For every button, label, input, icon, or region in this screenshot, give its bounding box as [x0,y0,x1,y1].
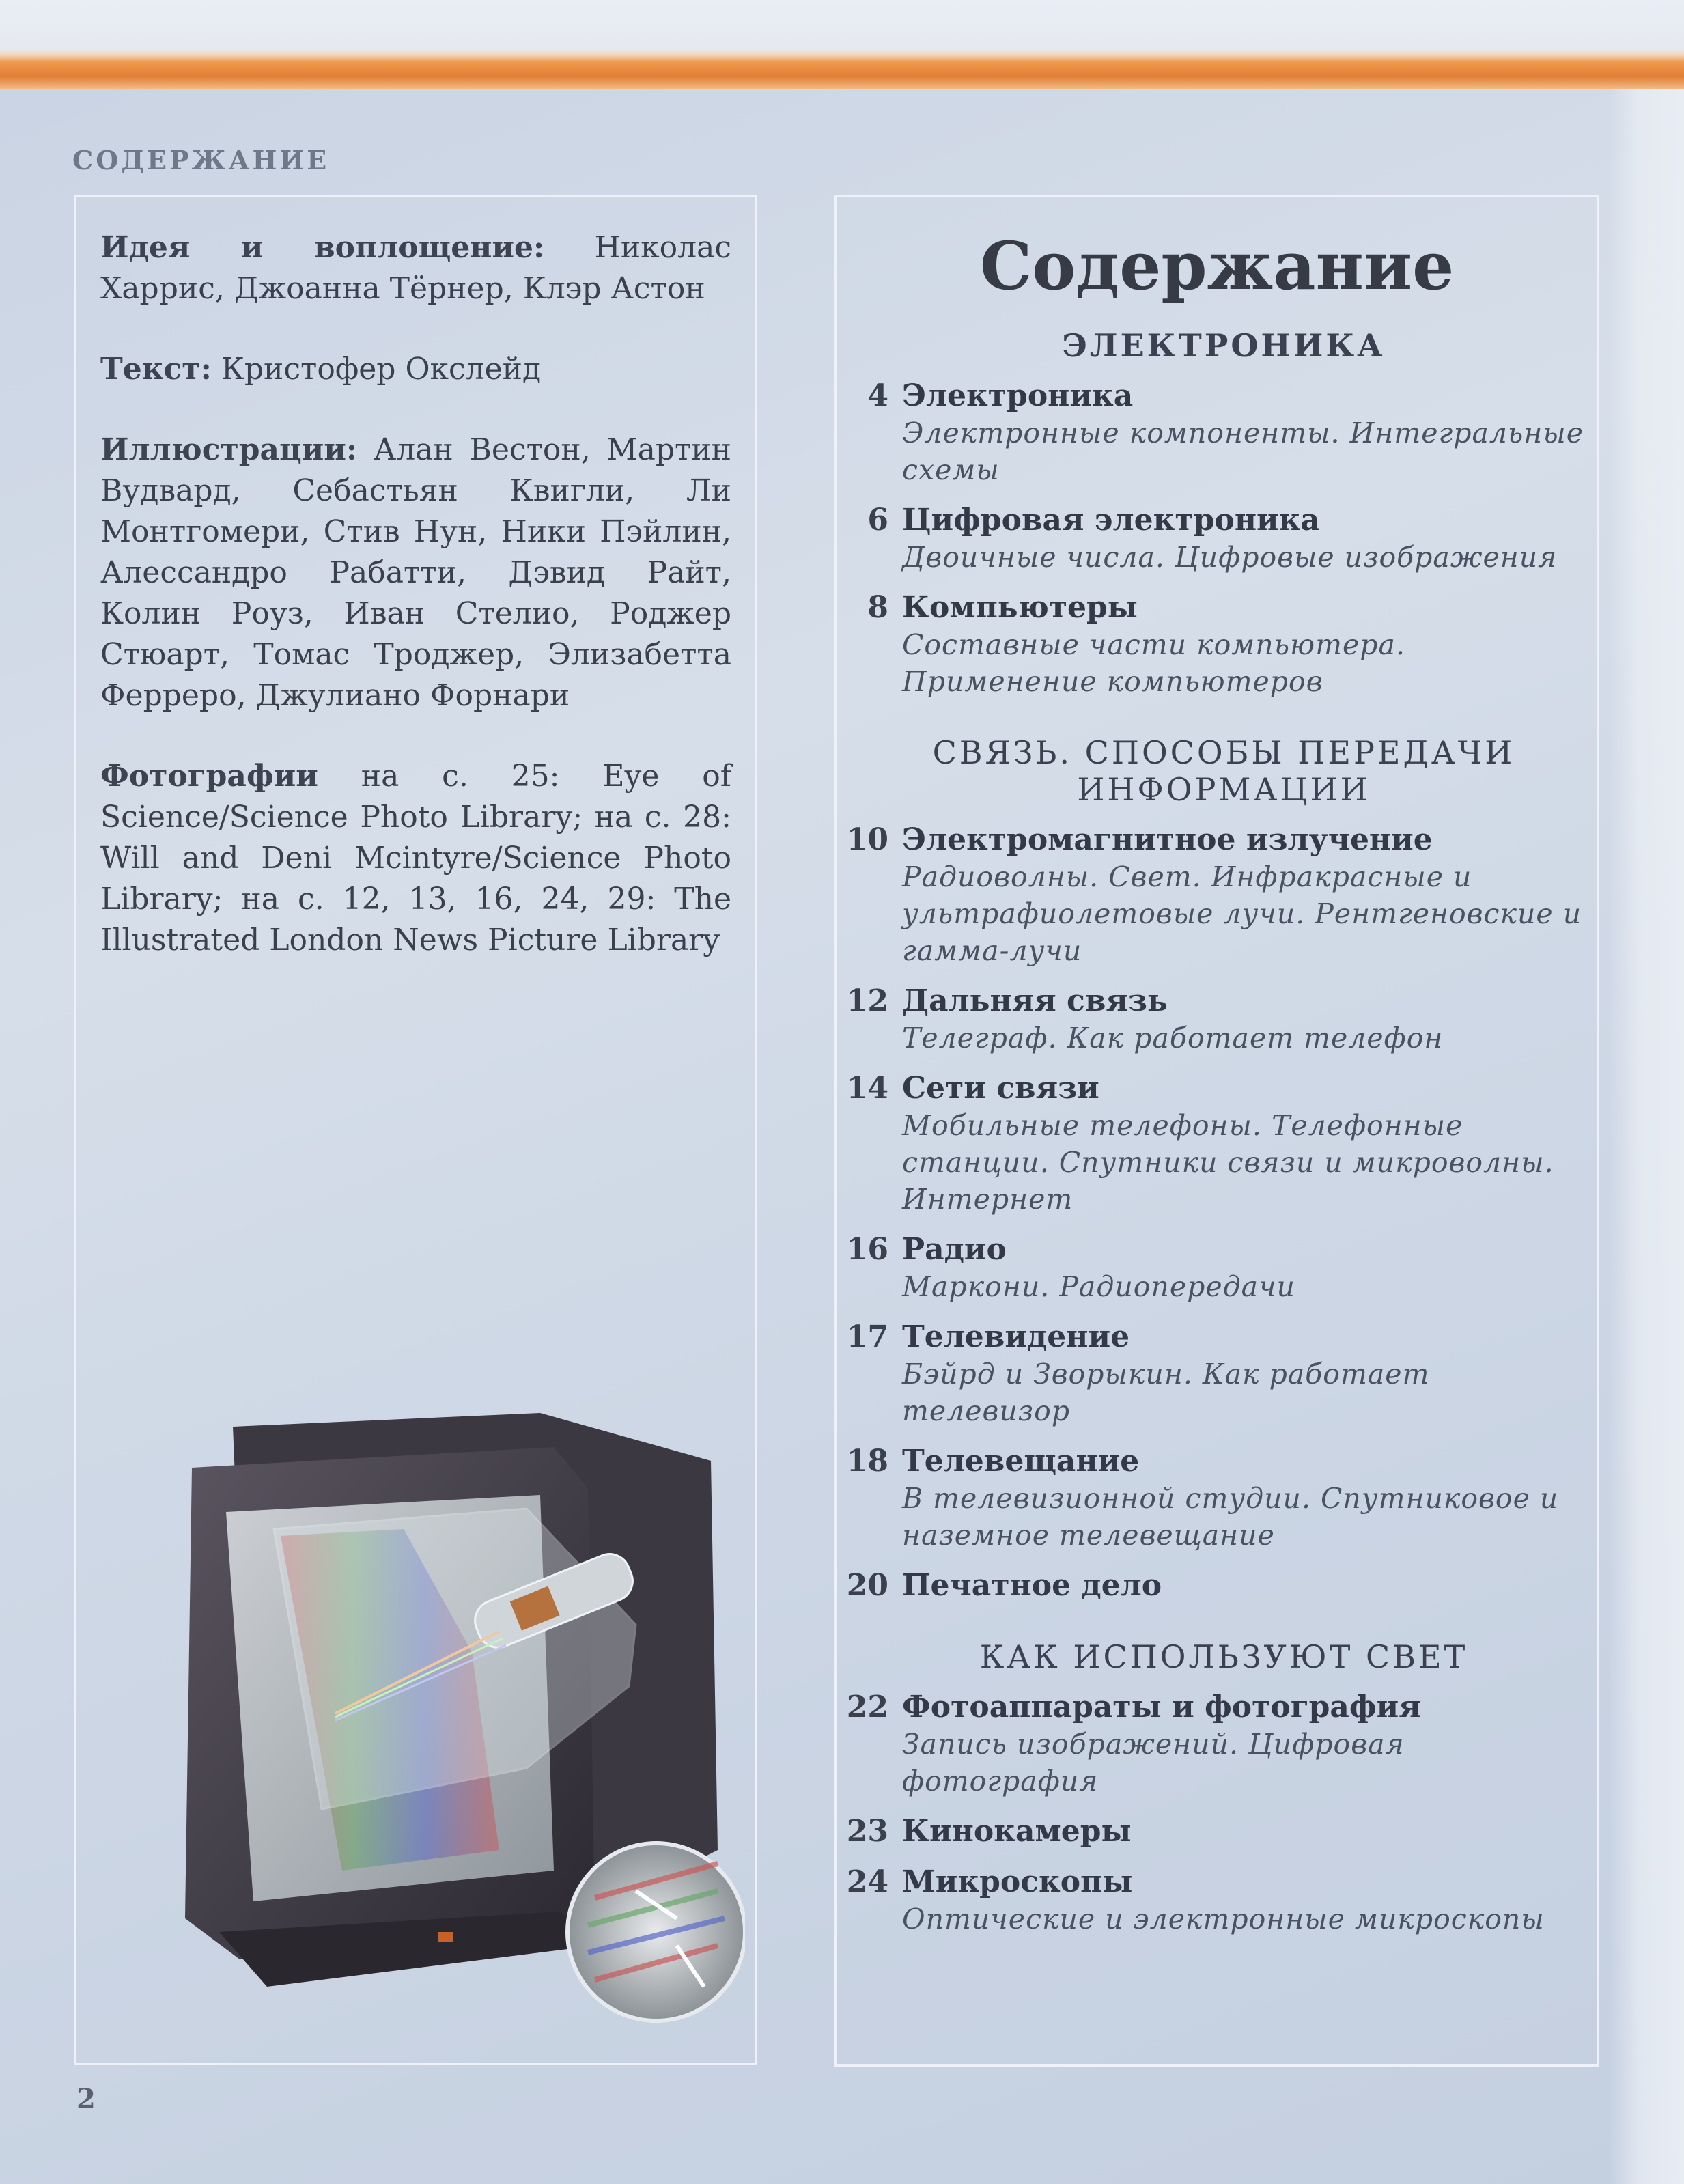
television-cutaway-illustration [117,1331,745,2028]
entry-page: 14 [846,1071,888,1106]
entry-page: 8 [867,590,888,625]
entry-title: Электромагнитное излучение [902,822,1433,857]
entry-page: 24 [846,1864,888,1899]
section-heading: СВЯЗЬ. СПОСОБЫ ПЕРЕДАЧИ ИНФОРМАЦИИ [932,734,1515,808]
entry-page: 4 [867,378,888,413]
toc-entry[interactable] [837,378,1597,488]
entry-page: 20 [846,1568,888,1603]
credit-illustrations [100,430,731,716]
entry-title: Радио [902,1232,1007,1267]
toc-entry[interactable] [837,1319,1597,1429]
power-light [438,1932,453,1942]
page-gutter-shadow [1609,89,1684,2184]
entry-title: Дальняя связь [902,983,1168,1018]
entry-title: Микроскопы [902,1864,1133,1899]
shadow-mask-detail-inset [567,1843,745,2021]
section-heading: КАК ИСПОЛЬЗУЮТ СВЕТ [979,1638,1468,1675]
credits-panel [74,195,757,2065]
entry-page: 23 [846,1814,888,1849]
section-heading: ЭЛЕКТРОНИКА [1062,327,1386,364]
running-head: СОДЕРЖАНИЕ [72,145,330,176]
toc-entry[interactable] [837,822,1597,969]
top-edge-band [0,0,1684,89]
toc-entry[interactable] [837,1070,1597,1218]
entry-title: Цифровая электроника [902,503,1320,537]
credit-value: Николас Харрис, Джоанна Тёрнер, Клэр Астон [100,230,731,306]
credits-text [100,227,731,1000]
entry-title: Кинокамеры [902,1814,1132,1849]
toc-entry[interactable] [837,1443,1597,1554]
entry-page: 16 [846,1232,888,1267]
toc-entry[interactable] [837,983,1597,1056]
entry-subtitle: Двоичные числа. Цифровые изображения [902,541,1558,574]
toc-entry[interactable] [837,1231,1597,1305]
entry-page: 18 [846,1444,888,1479]
entry-subtitle: В телевизионной студии. Спутниковое и наземное телевещание [902,1482,1559,1552]
entry-page: 12 [846,983,888,1018]
entry-title: Телевидение [902,1319,1130,1354]
credit-photos [100,756,731,961]
entry-subtitle: Бэйрд и Зворыкин. Как работает телевизор [902,1358,1430,1427]
toc-entry[interactable] [837,1813,1597,1850]
credit-value: Алан Вестон, Мартин Вудвард, Себастьян Квигли, Ли Монтгомери, Стив Нун, Ники Пэйлин, Алессандро Рабатти, Дэвид Райт, Колин Роуз, Иван Стелио, Роджер Стюарт, Томас Троджер, Элизабетта Ферреро, Джулиано Форнари [100,432,731,713]
credit-value: на с. 25: Eye of Science/Science Photo Library; на с. 28: Will and Deni Mcintyre/Science Photo Library; на с. 12, 13, 16, 24, 29: The Illustrated London News Picture Library [100,759,731,957]
entry-subtitle: Составные части компьютера. Применение компьютеров [902,628,1405,698]
entry-title: Сети связи [902,1071,1099,1106]
credit-text-author [100,349,731,390]
toc-entry[interactable] [837,1864,1597,1937]
page-number: 2 [76,2083,96,2115]
toc-entry[interactable] [837,1567,1597,1604]
toc-entry[interactable] [837,589,1597,700]
credit-value: Кристофер Окслейд [211,352,542,387]
entry-title: Телевещание [902,1444,1140,1479]
entry-page: 6 [867,503,888,537]
entry-subtitle: Оптические и электронные микроскопы [902,1903,1545,1935]
entry-title: Компьютеры [902,590,1138,625]
toc-panel [834,195,1599,2067]
entry-subtitle: Мобильные телефоны. Телефонные станции. Спутники связи и микроволны. Интернет [902,1109,1554,1216]
credit-label: Идея и воплощение: [100,230,545,265]
entry-page: 22 [846,1690,888,1724]
credit-concept [100,227,731,309]
credit-label: Иллюстрации: [100,432,358,467]
credit-label: Текст: [100,352,212,387]
entry-subtitle: Радиоволны. Свет. Инфракрасные и ультрафиолетовые лучи. Рентгеновские и гамма-лучи [902,860,1582,967]
entry-page: 10 [846,822,888,857]
entry-title: Электроника [902,378,1134,413]
toc-entry[interactable] [837,1689,1597,1800]
entry-subtitle: Маркони. Радиопередачи [902,1270,1295,1303]
entry-subtitle: Электронные компоненты. Интегральные схемы [902,417,1584,486]
toc-entry[interactable] [837,502,1597,576]
entry-title: Фотоаппараты и фотография [902,1690,1421,1724]
entry-subtitle: Телеграф. Как работает телефон [902,1022,1444,1054]
toc-title: Содержание [979,227,1455,305]
entry-page: 17 [846,1319,888,1354]
credit-label: Фотографии [100,759,318,794]
entry-title: Печатное дело [902,1568,1162,1603]
toc-body [837,327,1597,1937]
entry-subtitle: Запись изображений. Цифровая фотография [902,1728,1405,1797]
